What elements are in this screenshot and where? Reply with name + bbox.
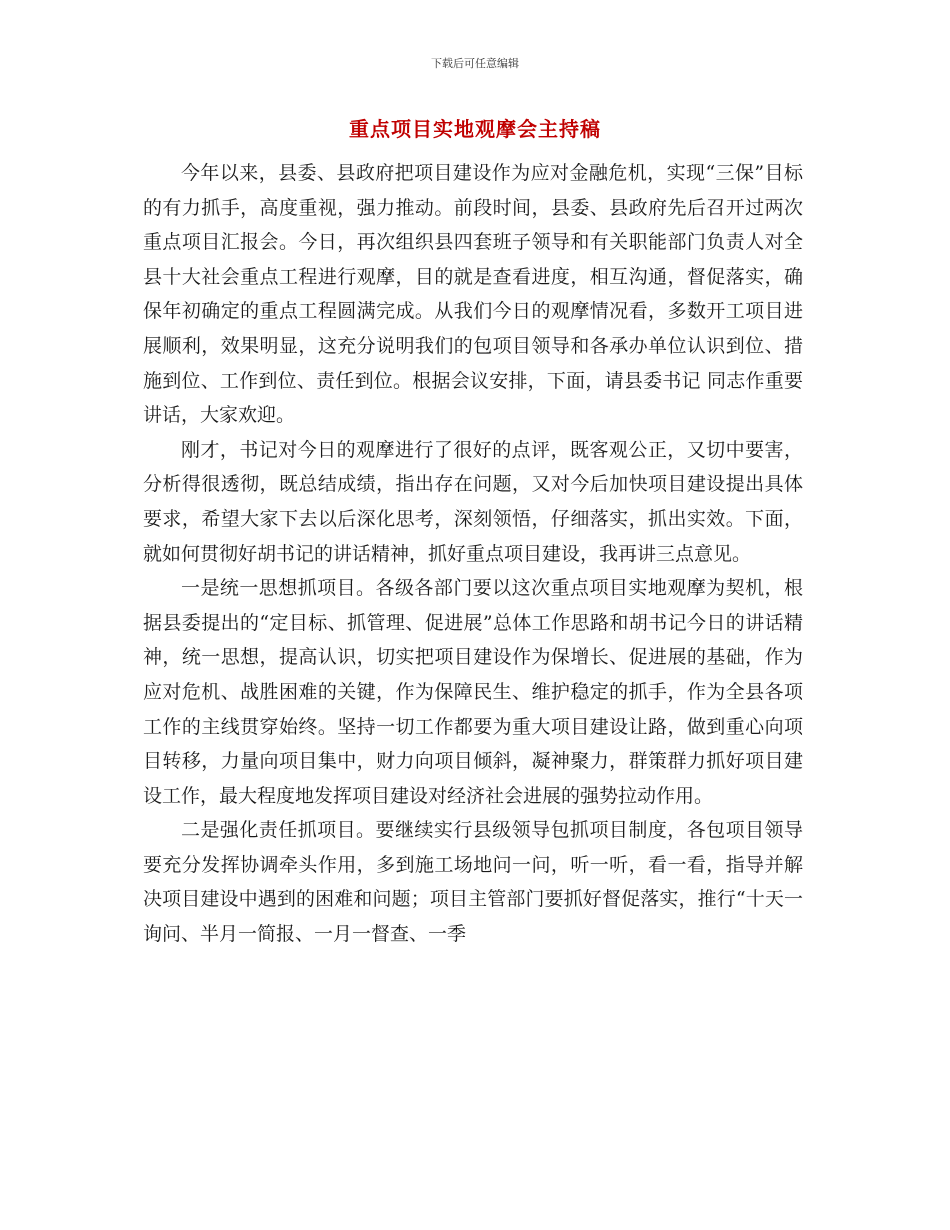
header-note: 下载后可任意编辑: [431, 57, 519, 70]
document-body: [143, 156, 803, 952]
paragraph-1: 今年以来，县委、县政府把项目建设作为应对金融危机，实现“三保”目标的有力抓手，高度重视，强力推动。前段时间，县委、县政府先后召开过两次重点项目汇报会。今日，再次组织县四套班子领导和有关职能部门负责人对全县十大社会重点工程进行观摩，目的就是查看进度，相互沟通，督促落实，确保年初确定的重点工程圆满完成。从我们今日的观摩情况看，多数开工项目进展顺利，效果明显，这充分说明我们的包项目领导和各承办单位认识到位、措施到位、工作到位、责任到位。根据会议安排，下面，请县委书记 同志作重要讲话，大家欢迎。: [143, 162, 803, 427]
paragraph-4: 二是强化责任抓项目。要继续实行县级领导包抓项目制度，各包项目领导要充分发挥协调牵头作用，多到施工场地问一问，听一听，看一看，指导并解决项目建设中遇到的困难和问题；项目主管部门要抓好督促落实，推行“十天一询问、半月一简报、一月一督查、一季: [143, 819, 803, 946]
paragraph-2: 刚才，书记对今日的观摩进行了很好的点评，既客观公正，又切中要害，分析得很透彻，既总结成绩，指出存在问题，又对今后加快项目建设提出具体要求，希望大家下去以后深化思考，深刻领悟，仔细落实，抓出实效。下面，就如何贯彻好胡书记的讲话精神，抓好重点项目建设，我再讲三点意见。: [143, 438, 803, 565]
paragraph-3: 一是统一思想抓项目。各级各部门要以这次重点项目实地观摩为契机，根据县委提出的“定目标、抓管理、促进展”总体工作思路和胡书记今日的讲话精神，统一思想，提高认识，切实把项目建设作为保增长、促进展的基础，作为应对危机、战胜困难的关键，作为保障民生、维护稳定的抓手，作为全县各项工作的主线贯穿始终。坚持一切工作都要为重大项目建设让路，做到重心向项目转移，力量向项目集中，财力向项目倾斜，凝神聚力，群策群力抓好项目建设工作，最大程度地发挥项目建设对经济社会进展的强势拉动作用。: [143, 577, 803, 807]
document-title: 重点项目实地观摩会主持稿: [349, 117, 601, 141]
